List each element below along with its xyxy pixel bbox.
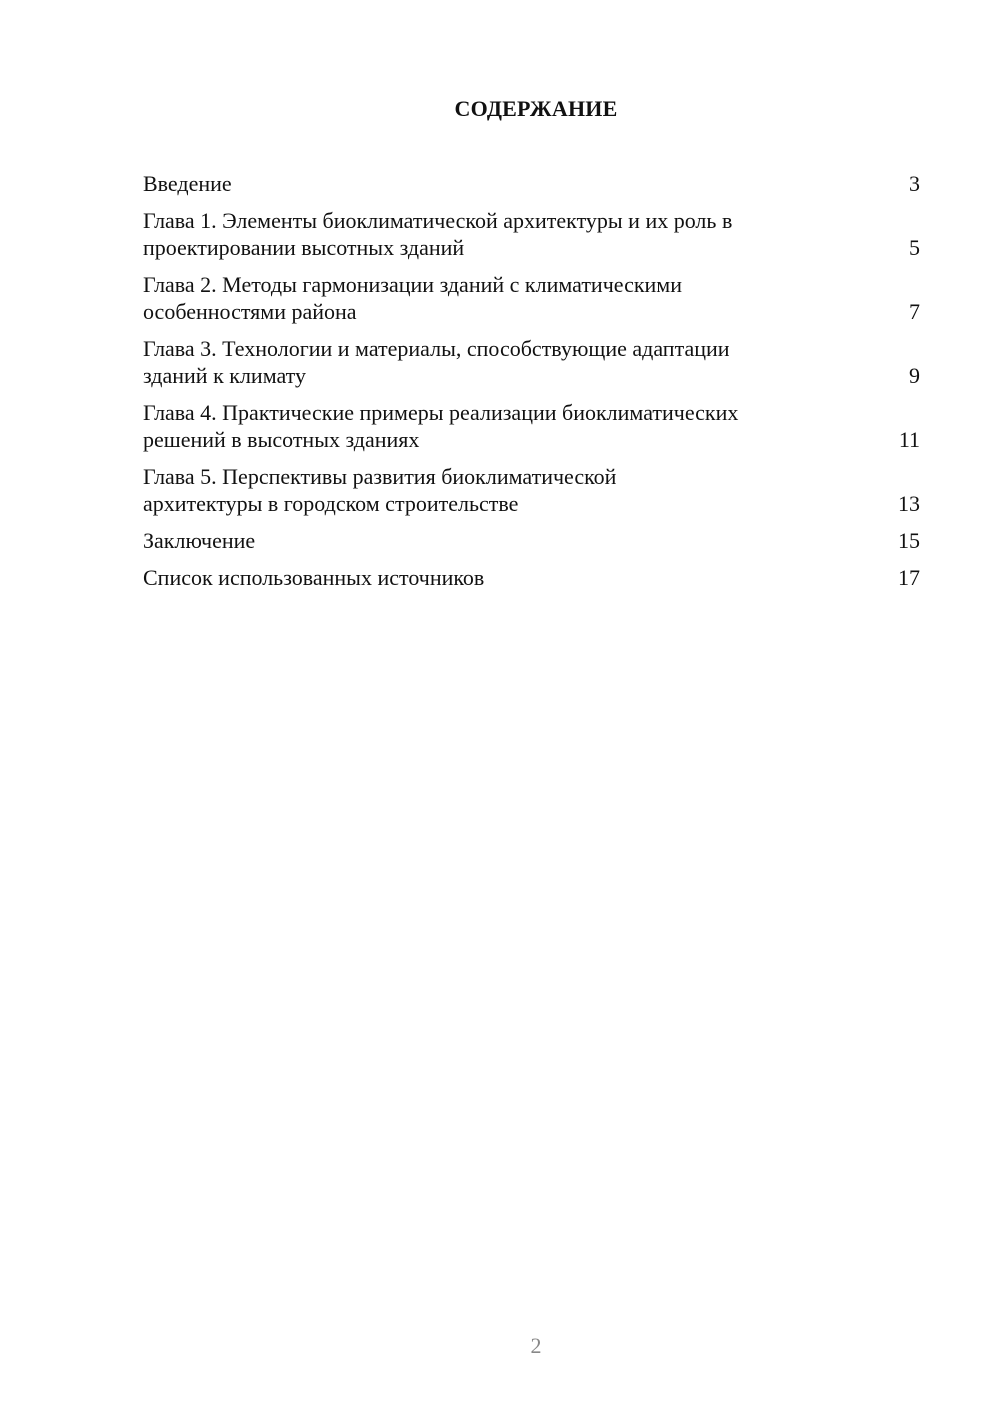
toc-entry-page: 9 <box>909 363 920 388</box>
toc-entry-line: проектировании высотных зданий <box>143 235 465 260</box>
toc-entry-text <box>143 335 890 389</box>
toc-entry-line: Глава 2. Методы гармонизации зданий с климатическими <box>143 272 682 297</box>
toc-entry-page: 17 <box>898 565 920 590</box>
toc-entry-page: 5 <box>909 235 920 260</box>
toc-entry-line: Глава 4. Практические примеры реализации биоклиматических <box>143 400 739 425</box>
toc-entry-line: Глава 1. Элементы биоклиматической архитектуры и их роль в <box>143 208 733 233</box>
toc-entry-introduction[interactable] <box>143 170 920 197</box>
toc-entry-text <box>143 271 890 325</box>
toc-entry-line: особенностями района <box>143 299 357 324</box>
table-of-contents <box>143 170 920 601</box>
toc-entry-line: Глава 5. Перспективы развития биоклиматической <box>143 464 617 489</box>
toc-entry-line: Глава 3. Технологии и материалы, способствующие адаптации <box>143 336 730 361</box>
toc-entry-text <box>143 399 890 453</box>
toc-entry-line: Введение <box>143 171 232 196</box>
toc-entry-page: 13 <box>898 491 920 516</box>
toc-entry-line: зданий к климату <box>143 363 306 388</box>
toc-entry-conclusion[interactable] <box>143 527 920 554</box>
toc-entry-line: Заключение <box>143 528 256 553</box>
toc-entry-chapter-5[interactable] <box>143 463 920 517</box>
toc-entry-page: 15 <box>898 528 920 553</box>
toc-entry-text <box>143 207 890 261</box>
toc-entry-text <box>143 564 890 591</box>
toc-entry-line: решений в высотных зданиях <box>143 427 420 452</box>
toc-entry-page: 3 <box>909 171 920 196</box>
toc-entry-text <box>143 170 890 197</box>
toc-entry-chapter-3[interactable] <box>143 335 920 389</box>
toc-entry-page: 11 <box>898 427 920 452</box>
page-title: СОДЕРЖАНИЕ <box>454 96 618 121</box>
toc-entry-page: 7 <box>909 299 920 324</box>
toc-entry-chapter-1[interactable] <box>143 207 920 261</box>
toc-entry-text <box>143 463 890 517</box>
toc-entry-line: архитектуры в городском строительстве <box>143 491 519 516</box>
toc-entry-line: Список использованных источников <box>143 565 485 590</box>
toc-entry-references[interactable] <box>143 564 920 591</box>
toc-entry-text <box>143 527 890 554</box>
page-number: 2 <box>530 1333 542 1358</box>
toc-entry-chapter-4[interactable] <box>143 399 920 453</box>
toc-entry-chapter-2[interactable] <box>143 271 920 325</box>
